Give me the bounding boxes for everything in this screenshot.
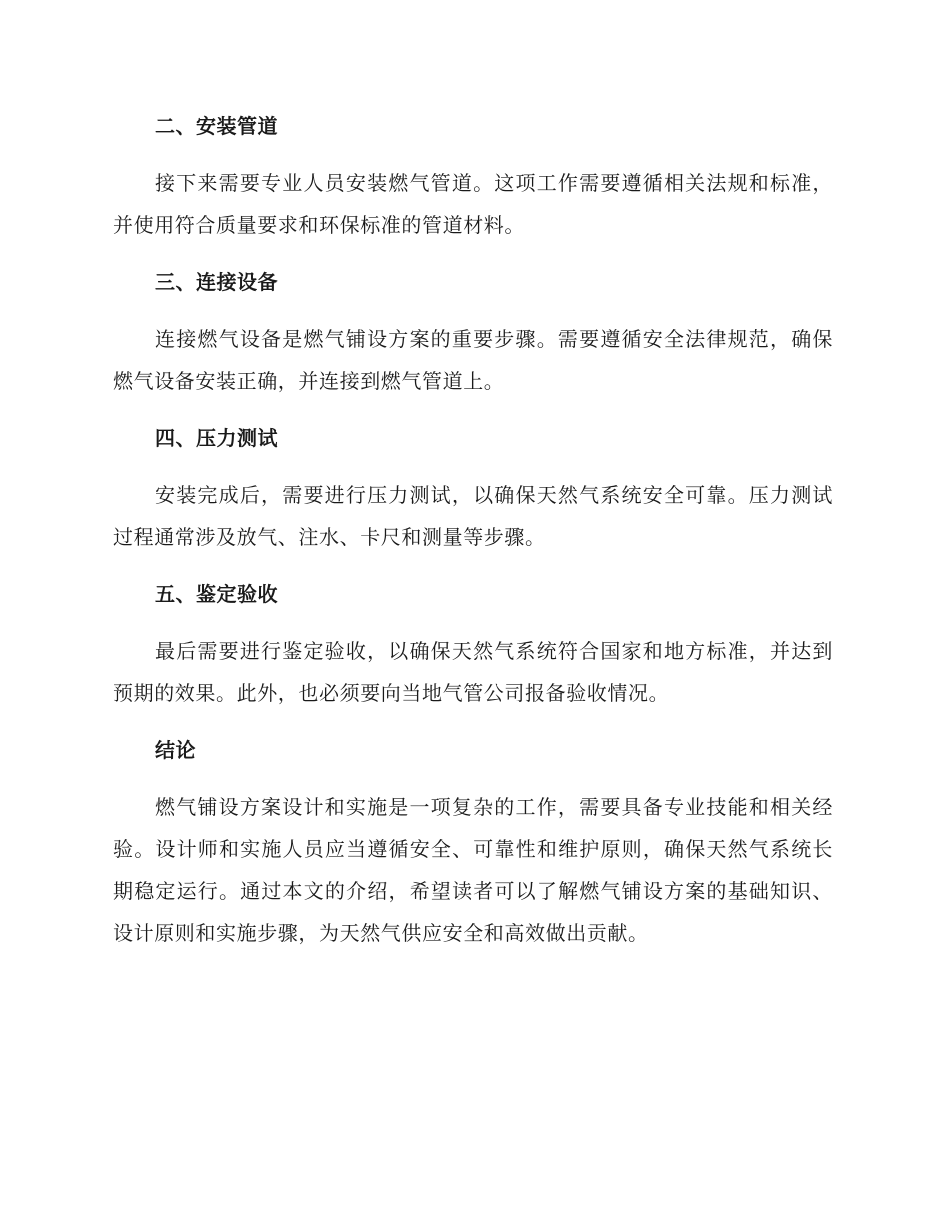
- section-pressure-test: [113, 422, 833, 558]
- section-install-pipeline: [113, 110, 833, 246]
- section-heading: 三、连接设备: [155, 270, 278, 294]
- section-acceptance: [113, 578, 833, 714]
- section-heading: 四、压力测试: [155, 426, 278, 450]
- section-connect-equipment: [113, 266, 833, 402]
- section-paragraph: 安装完成后，需要进行压力测试，以确保天然气系统安全可靠。压力测试过程通常涉及放气、注水、卡尺和测量等步骤。: [113, 483, 833, 549]
- document-page: [113, 110, 833, 974]
- section-heading: 二、安装管道: [155, 114, 278, 138]
- section-paragraph: 连接燃气设备是燃气铺设方案的重要步骤。需要遵循安全法律规范，确保燃气设备安装正确，并连接到燃气管道上。: [113, 327, 833, 393]
- section-paragraph: 燃气铺设方案设计和实施是一项复杂的工作，需要具备专业技能和相关经验。设计师和实施人员应当遵循安全、可靠性和维护原则，确保天然气系统长期稳定运行。通过本文的介绍，希望读者可以了解燃气铺设方案的基础知识、设计原则和实施步骤，为天然气供应安全和高效做出贡献。: [113, 795, 833, 945]
- section-conclusion: [113, 734, 833, 954]
- section-heading: 结论: [155, 738, 196, 762]
- section-paragraph: 最后需要进行鉴定验收，以确保天然气系统符合国家和地方标准，并达到预期的效果。此外，也必须要向当地气管公司报备验收情况。: [113, 639, 833, 705]
- section-heading: 五、鉴定验收: [155, 582, 278, 606]
- section-paragraph: 接下来需要专业人员安装燃气管道。这项工作需要遵循相关法规和标准，并使用符合质量要求和环保标准的管道材料。: [113, 171, 833, 237]
